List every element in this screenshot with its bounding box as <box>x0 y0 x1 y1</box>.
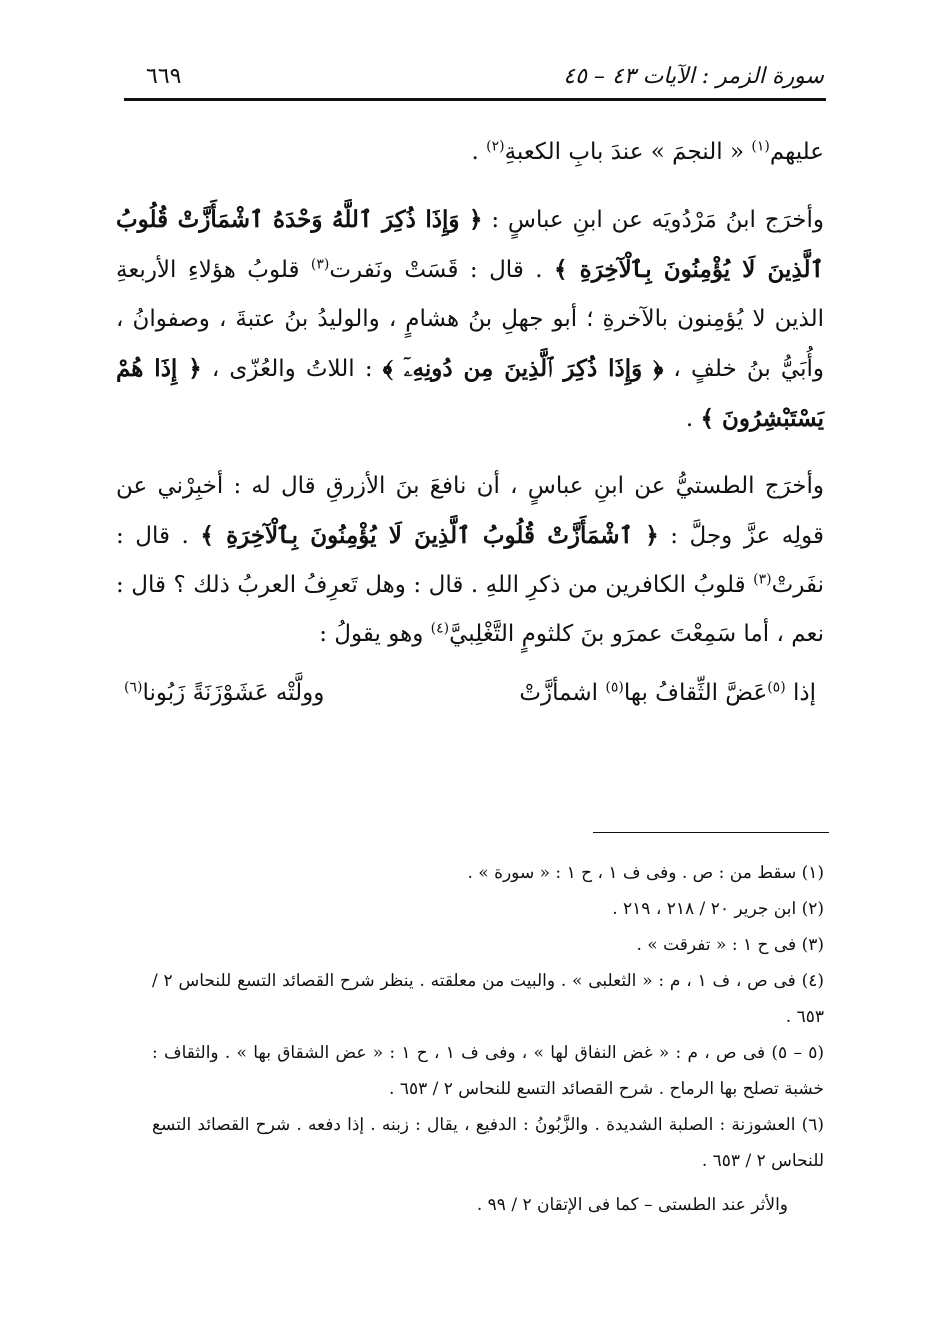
page-number: ٦٦٩ <box>146 63 182 89</box>
footnotes <box>152 855 824 1223</box>
paragraph-2 <box>116 195 824 444</box>
verse-first-hemistich <box>519 669 816 718</box>
closing-note: والأثر عند الطستى – كما فى الإتقان ٢ / ٩٩ . <box>476 1195 788 1215</box>
text: . قال : نفَرتْ <box>116 523 824 598</box>
poetry-verse <box>116 669 824 718</box>
footnote-ref: (٣) <box>310 256 330 273</box>
quran-quote: ﴿ إِذَا هُمْ يَسْتَبْشِرُونَ ﴾ <box>116 355 824 432</box>
footnote-ref: (٦) <box>124 679 143 696</box>
text: وأخرَج الطستيُّ عن ابنِ عباسٍ ، أن نافعَ بنَ الأزرقِ قال له : أخبِرْني عن قولِه عزَّ وجلَّ : <box>116 473 824 549</box>
footnote: (٣) فى ح ١ : « تفرقت » . <box>636 935 824 955</box>
quran-quote: ﴿ ٱشْمَأَزَّتْ قُلُوبُ ٱلَّذِينَ لَا يُؤْمِنُونَ بِٱلْآخِرَةِ ﴾ <box>200 522 659 549</box>
quran-quote: ﴿ وَإِذَا ذُكِرَ ٱلَّذِينَ مِن دُونِهِۦٓ ﴾ <box>382 355 664 382</box>
quran-quote: ﴿ وَإِذَا ذُكِرَ ٱللَّهُ وَحْدَهُ ٱشْمَأَزَّتْ قُلُوبُ ٱلَّذِينَ لَا يُؤْمِنُونَ بِٱلْآخِرَةِ ﴾ <box>116 206 824 283</box>
footnote: (٥ – ٥) فى ص ، م : « غض النفاق لها » ، وفى ف ١ ، ح ١ : « عض الشقاق بها » . والثقاف : خشبة تصلح بها الرماح . شرح القصائد التسع للنحاس ٢ / ٦٥٣ . <box>152 1043 824 1099</box>
footnote-separator <box>593 832 829 833</box>
footnote: (١) سقط من : ص . وفى ف ١ ، ح ١ : « سورة » . <box>467 863 824 883</box>
text: وأخرَج ابنُ مَرْدُويَه عن ابنِ عباسٍ : <box>482 207 824 233</box>
text: وولَّتْه عَشَوْزَنَةً زَبُونا <box>142 680 325 706</box>
main-text <box>116 128 824 718</box>
text: عليهم <box>769 139 824 165</box>
text: « النجمَ » عندَ بابِ الكعبةِ <box>504 139 752 165</box>
header-title: سورة الزمر : الآيات ٤٣ – ٤٥ <box>563 63 824 89</box>
text: اشمأزَّتْ <box>519 680 606 706</box>
footnote-ref: (١) <box>751 138 770 155</box>
text: قلوبُ هؤلاءِ الأربعةِ الذين لا يُؤمِنون بالآخرةِ ؛ أبو جهلِ بنُ هشامٍ ، والوليدُ بنُ عتبةَ ، وصفوانُ ، وأُبَيُّ بنُ خلفٍ ، <box>116 257 824 382</box>
text: . <box>685 406 701 432</box>
footnote-ref: (٢) <box>486 138 505 155</box>
paragraph-1 <box>116 128 824 177</box>
verse-second-hemistich <box>124 669 324 718</box>
footnote: (٦) العشوزنة : الصلبة الشديدة . والزَّبُونُ : الدفيع ، يقال : زبنه . إذا دفعه . شرح القصائد التسع للنحاس ٢ / ٦٥٣ . <box>152 1115 824 1171</box>
text: إذا <box>785 680 816 706</box>
text: : اللاتُ والعُزّى ، <box>201 356 383 382</box>
text: . قال : قَسَتْ ونَفرت <box>329 257 555 283</box>
footnote: (٤) فى ص ، ف ١ ، م : « الثعلبى » . والبيت من معلقته . ينظر شرح القصائد التسع للنحاس ٢ / ٦٥٣ . <box>152 971 825 1027</box>
footnote: (٢) ابن جرير ٢٠ / ٢١٨ ، ٢١٩ . <box>612 899 824 919</box>
footnote-ref: (٤) <box>430 620 450 637</box>
text: قلوبُ الكافرين من ذكرِ اللهِ . قال : وهل تَعرِفُ العربُ ذلك ؟ قال : نعم ، أما سَمِعْتَ عمرَو بنَ كلثومٍ التَّغْلِبيَّ <box>116 572 824 647</box>
text: وهو يقولُ : <box>319 621 431 647</box>
footnote-ref: (٥) <box>767 679 786 696</box>
header-rule <box>124 98 826 101</box>
paragraph-3 <box>116 462 824 659</box>
text: . <box>471 139 487 165</box>
footnote-ref: (٣) <box>753 571 772 588</box>
text: عَضَّ الثِّقافُ بها <box>623 680 768 706</box>
running-header <box>146 58 824 94</box>
footnote-ref: (٥) <box>605 679 624 696</box>
